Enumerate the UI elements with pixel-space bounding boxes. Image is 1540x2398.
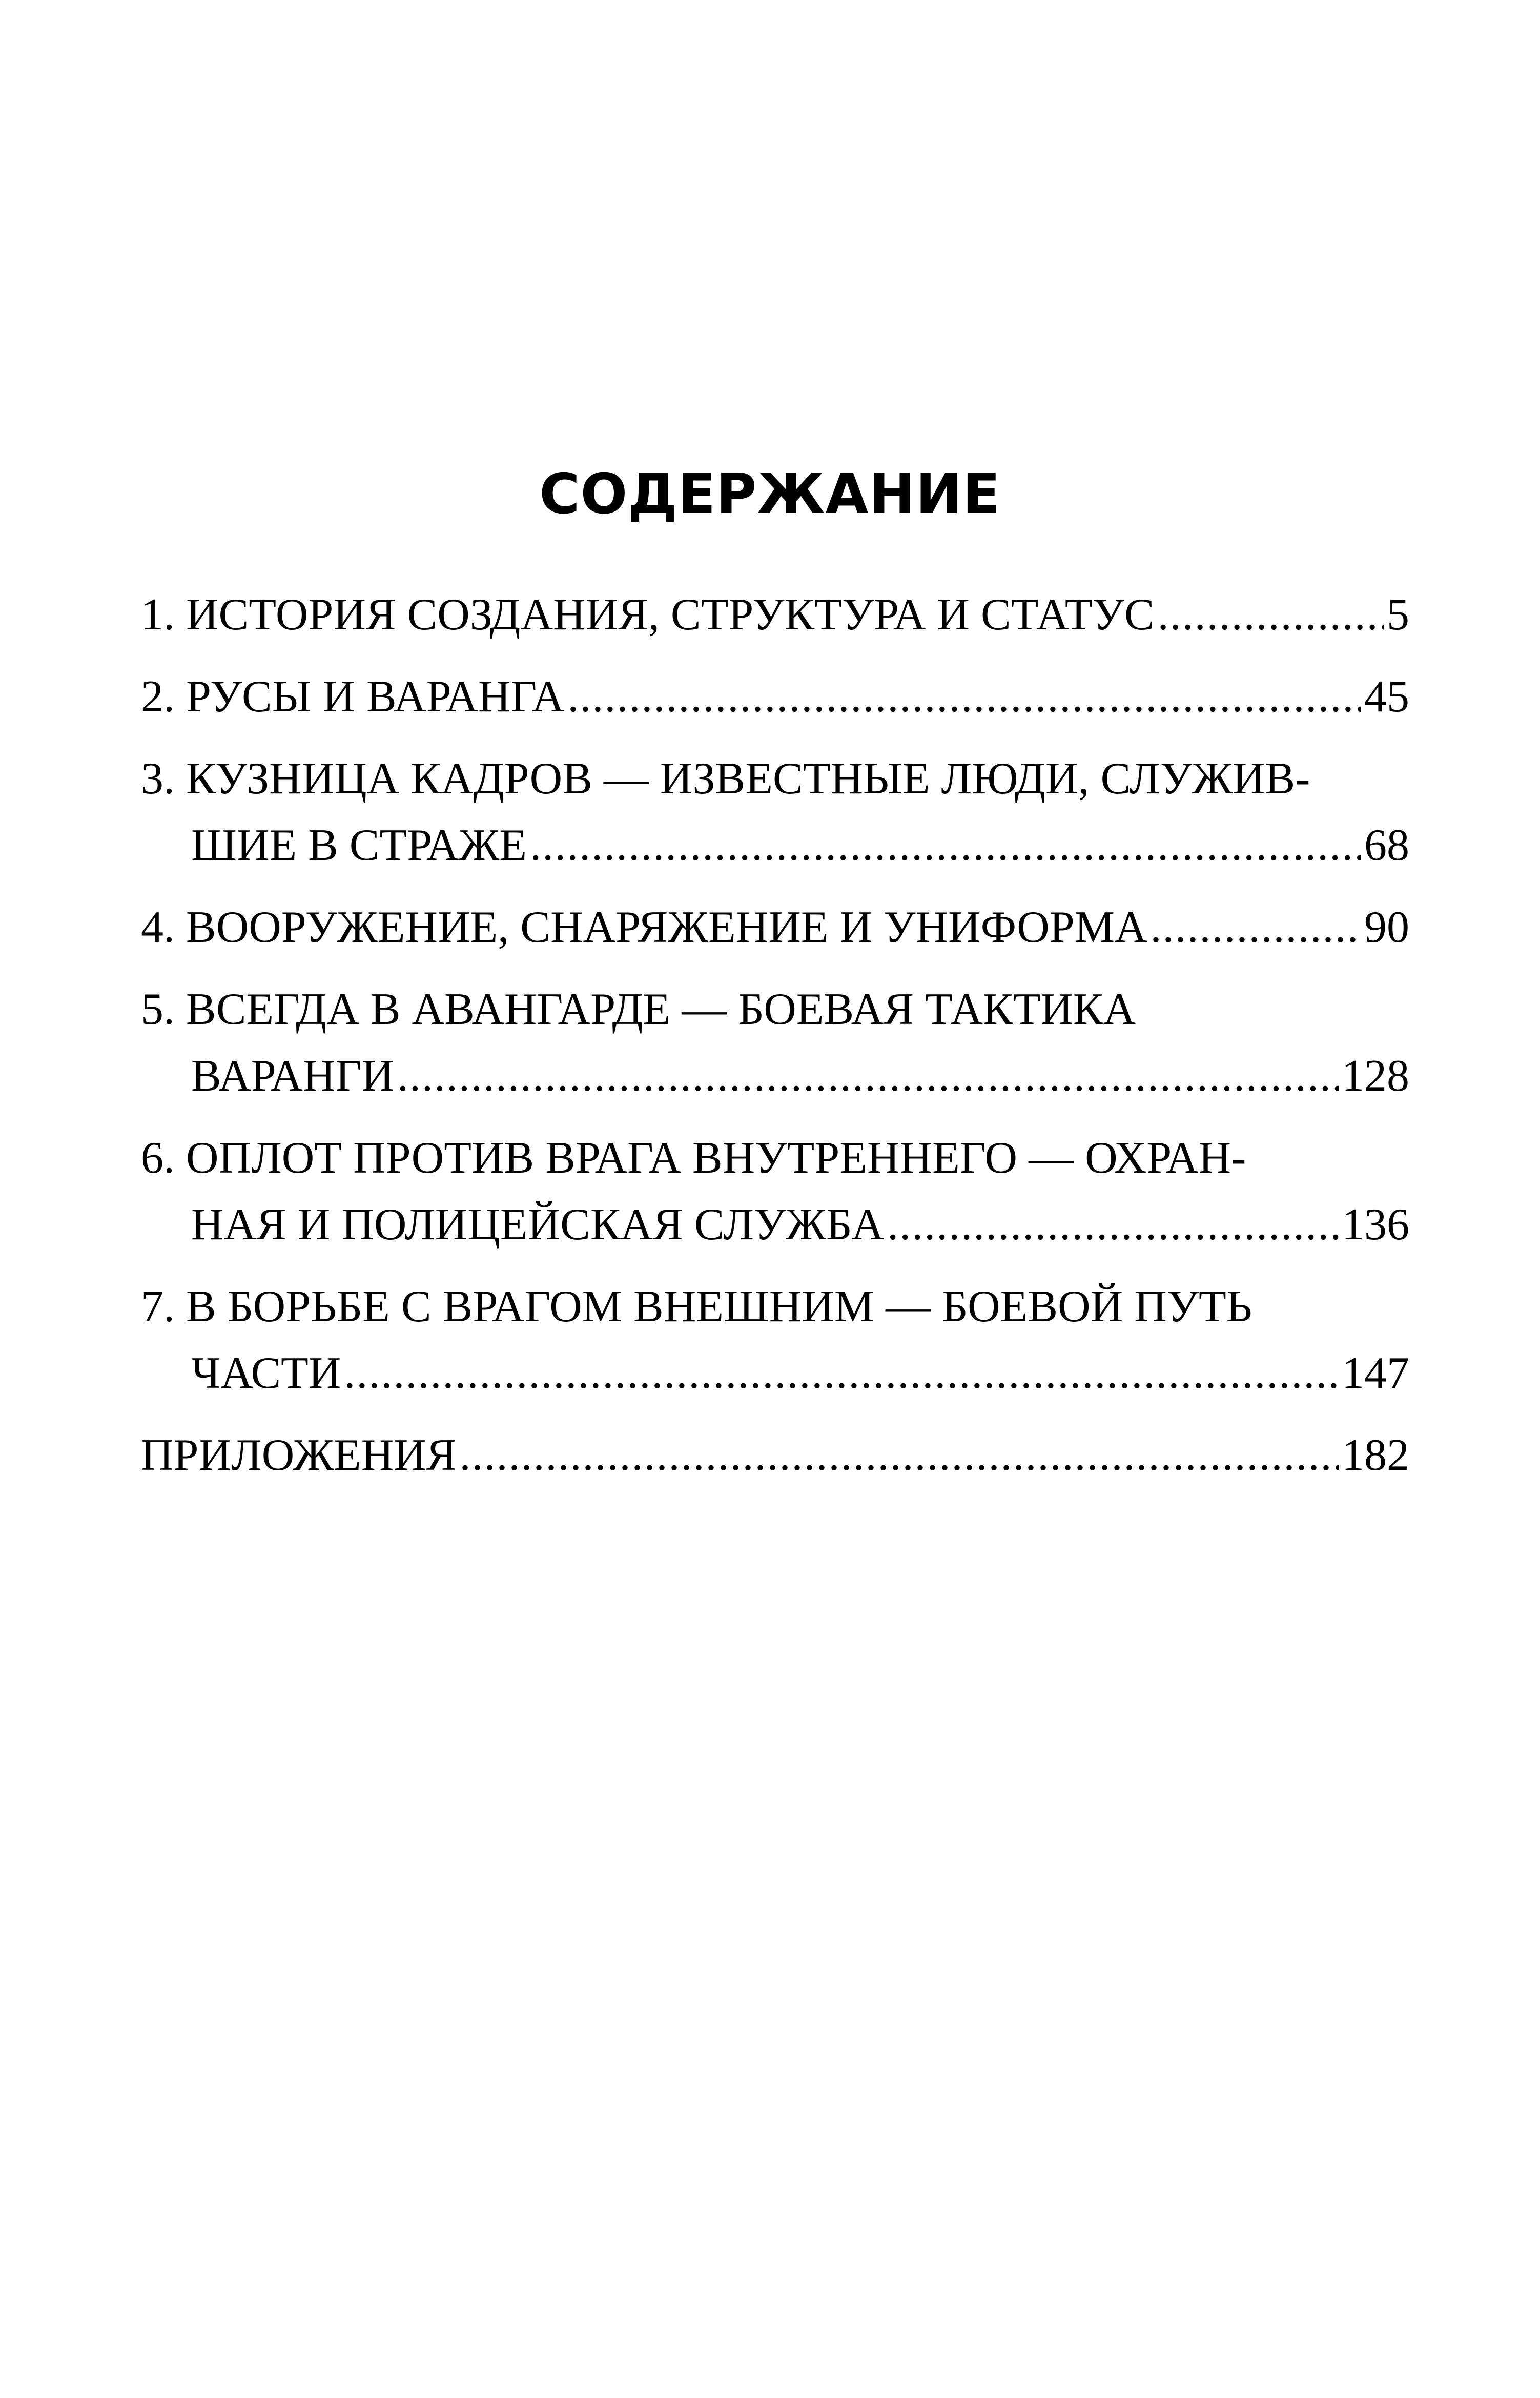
toc-page-number: 136 xyxy=(1342,1200,1409,1249)
dot-leader xyxy=(887,1192,1339,1258)
toc-entry-title: ПРИЛОЖЕНИЯ xyxy=(141,1430,457,1480)
toc-page-number: 5 xyxy=(1387,590,1409,640)
toc-entry[interactable] xyxy=(141,894,1409,961)
toc-page-number: 68 xyxy=(1364,821,1409,870)
toc-entry[interactable] xyxy=(141,746,1409,879)
toc-page-number: 182 xyxy=(1342,1430,1409,1480)
toc-page-number: 45 xyxy=(1364,672,1409,722)
toc-page-number: 147 xyxy=(1342,1348,1409,1398)
toc-entry-title-continuation: ШИЕ В СТРАЖЕ xyxy=(191,821,527,870)
toc-entry-title-line: 6. ОПЛОТ ПРОТИВ ВРАГА ВНУТРЕННЕГО — ОХРАН- xyxy=(141,1133,1246,1183)
toc-entry[interactable] xyxy=(141,976,1409,1110)
dot-leader xyxy=(459,1422,1339,1489)
toc-entry-title-line: 7. В БОРЬБЕ С ВРАГОМ ВНЕШНИМ — БОЕВОЙ ПУТЬ xyxy=(141,1282,1252,1331)
toc-page-number: 128 xyxy=(1342,1051,1409,1101)
toc-entry-title-continuation: НАЯ И ПОЛИЦЕЙСКАЯ СЛУЖБА xyxy=(191,1200,885,1249)
toc-entry-title-line: 5. ВСЕГДА В АВАНГАРДЕ — БОЕВАЯ ТАКТИКА xyxy=(141,985,1136,1034)
toc-entry-title: 4. ВООРУЖЕНИЕ, СНАРЯЖЕНИЕ И УНИФОРМА xyxy=(141,903,1147,952)
toc-entry[interactable] xyxy=(141,664,1409,730)
toc-entry[interactable] xyxy=(141,1422,1409,1489)
table-of-contents xyxy=(141,582,1409,1504)
dot-leader xyxy=(1151,894,1362,961)
dot-leader xyxy=(397,1043,1339,1110)
toc-entry-title-continuation: ВАРАНГИ xyxy=(191,1051,394,1101)
toc-entry-title-line: 3. КУЗНИЦА КАДРОВ — ИЗВЕСТНЫЕ ЛЮДИ, СЛУЖИВ- xyxy=(141,754,1310,804)
dot-leader xyxy=(1158,582,1384,648)
toc-entry[interactable] xyxy=(141,1274,1409,1407)
toc-entry-title-continuation: ЧАСТИ xyxy=(191,1348,341,1398)
toc-entry[interactable] xyxy=(141,582,1409,648)
toc-entry-title: 1. ИСТОРИЯ СОЗДАНИЯ, СТРУКТУРА И СТАТУС xyxy=(141,590,1155,640)
dot-leader xyxy=(344,1340,1339,1407)
toc-entry-title: 2. РУСЫ И ВАРАНГА xyxy=(141,672,565,722)
toc-page-number: 90 xyxy=(1364,903,1409,952)
page-title: СОДЕРЖАНИЕ xyxy=(539,462,1001,526)
toc-entry[interactable] xyxy=(141,1125,1409,1258)
dot-leader xyxy=(567,664,1361,730)
dot-leader xyxy=(530,812,1361,879)
